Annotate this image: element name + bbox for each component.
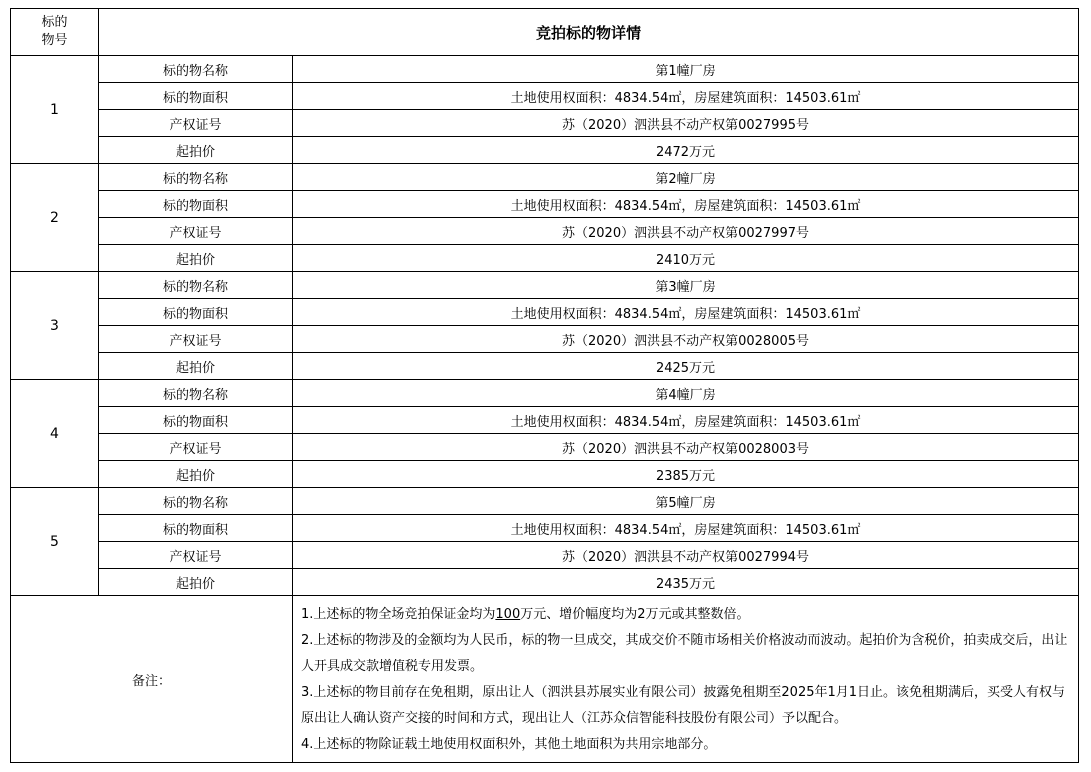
lot-4-row-area [11, 407, 1079, 434]
lot-2-row-cert [11, 218, 1079, 245]
field-label: 产权证号 [99, 542, 293, 569]
lot-no-header-line1: 标的 [41, 15, 68, 30]
field-value-price: 2410万元 [293, 245, 1079, 272]
field-value-price: 2425万元 [293, 353, 1079, 380]
field-value-cert: 苏（2020）泗洪县不动产权第0027997号 [293, 218, 1079, 245]
notes-content [293, 596, 1079, 763]
field-value-name: 第3幢厂房 [293, 272, 1079, 299]
note-1-text-b: 万元、增价幅度均为2万元或其整数倍。 [520, 607, 750, 622]
field-value-area: 土地使用权面积：4834.54㎡，房屋建筑面积：14503.61㎡ [293, 83, 1079, 110]
field-label: 产权证号 [99, 218, 293, 245]
field-value-name: 第1幢厂房 [293, 56, 1079, 83]
table-title: 竞拍标的物详情 [99, 9, 1079, 56]
lot-1-row-cert [11, 110, 1079, 137]
field-label: 起拍价 [99, 353, 293, 380]
field-label: 标的物名称 [99, 164, 293, 191]
field-value-area: 土地使用权面积：4834.54㎡，房屋建筑面积：14503.61㎡ [293, 299, 1079, 326]
notes-label: 备注： [11, 596, 293, 763]
lot-4-row-name [11, 380, 1079, 407]
note-1-text-a: 1.上述标的物全场竞拍保证金均为 [301, 607, 496, 622]
field-label: 起拍价 [99, 461, 293, 488]
field-value-cert: 苏（2020）泗洪县不动产权第0028005号 [293, 326, 1079, 353]
lot-1-row-price [11, 137, 1079, 164]
lot-3-row-cert [11, 326, 1079, 353]
field-label: 起拍价 [99, 569, 293, 596]
field-value-name: 第5幢厂房 [293, 488, 1079, 515]
field-label: 标的物面积 [99, 407, 293, 434]
field-value-price: 2472万元 [293, 137, 1079, 164]
note-3: 3.上述标的物目前存在免租期，原出让人（泗洪县苏展实业有限公司）披露免租期至2025年1月1日止。该免租期满后，买受人有权与原出让人确认资产交接的时间和方式，现出让人（江苏众信智能科技股份有限公司）予以配合。 [301, 685, 1066, 726]
field-value-cert: 苏（2020）泗洪县不动产权第0028003号 [293, 434, 1079, 461]
note-1-deposit: 100 [495, 607, 521, 622]
lot-number: 2 [11, 164, 99, 272]
field-value-name: 第2幢厂房 [293, 164, 1079, 191]
field-label: 标的物面积 [99, 191, 293, 218]
lot-1-row-area [11, 83, 1079, 110]
header-row [11, 9, 1079, 56]
note-2: 2.上述标的物涉及的金额均为人民币，标的物一旦成交，其成交价不随市场相关价格波动而波动。起拍价为含税价，拍卖成交后，出让人开具成交款增值税专用发票。 [301, 633, 1068, 674]
field-label: 标的物面积 [99, 515, 293, 542]
field-label: 标的物名称 [99, 272, 293, 299]
field-value-cert: 苏（2020）泗洪县不动产权第0027994号 [293, 542, 1079, 569]
lot-number: 4 [11, 380, 99, 488]
lot-2-row-price [11, 245, 1079, 272]
field-label: 产权证号 [99, 110, 293, 137]
field-label: 标的物面积 [99, 83, 293, 110]
lot-3-row-price [11, 353, 1079, 380]
lot-2-row-area [11, 191, 1079, 218]
lot-5-row-cert [11, 542, 1079, 569]
note-1 [301, 602, 1072, 628]
field-label: 标的物名称 [99, 488, 293, 515]
lot-3-row-name [11, 272, 1079, 299]
field-value-cert: 苏（2020）泗洪县不动产权第0027995号 [293, 110, 1079, 137]
lot-1-row-name [11, 56, 1079, 83]
lot-number: 1 [11, 56, 99, 164]
field-value-price: 2385万元 [293, 461, 1079, 488]
field-value-area: 土地使用权面积：4834.54㎡，房屋建筑面积：14503.61㎡ [293, 191, 1079, 218]
field-label: 产权证号 [99, 434, 293, 461]
lot-5-row-area [11, 515, 1079, 542]
lot-no-header-line2: 物号 [41, 33, 68, 48]
lot-2-row-name [11, 164, 1079, 191]
field-label: 标的物名称 [99, 56, 293, 83]
field-label: 标的物面积 [99, 299, 293, 326]
field-value-area: 土地使用权面积：4834.54㎡，房屋建筑面积：14503.61㎡ [293, 515, 1079, 542]
auction-lot-table [10, 8, 1079, 763]
lot-5-row-price [11, 569, 1079, 596]
lot-number: 3 [11, 272, 99, 380]
field-label: 起拍价 [99, 245, 293, 272]
field-value-price: 2435万元 [293, 569, 1079, 596]
field-label: 产权证号 [99, 326, 293, 353]
lot-4-row-cert [11, 434, 1079, 461]
field-label: 起拍价 [99, 137, 293, 164]
lot-no-header [11, 9, 99, 56]
lot-4-row-price [11, 461, 1079, 488]
field-value-name: 第4幢厂房 [293, 380, 1079, 407]
lot-3-row-area [11, 299, 1079, 326]
lot-number: 5 [11, 488, 99, 596]
notes-row [11, 596, 1079, 763]
note-4: 4.上述标的物除证载土地使用权面积外，其他土地面积为共用宗地部分。 [301, 737, 717, 752]
field-label: 标的物名称 [99, 380, 293, 407]
lot-5-row-name [11, 488, 1079, 515]
field-value-area: 土地使用权面积：4834.54㎡，房屋建筑面积：14503.61㎡ [293, 407, 1079, 434]
